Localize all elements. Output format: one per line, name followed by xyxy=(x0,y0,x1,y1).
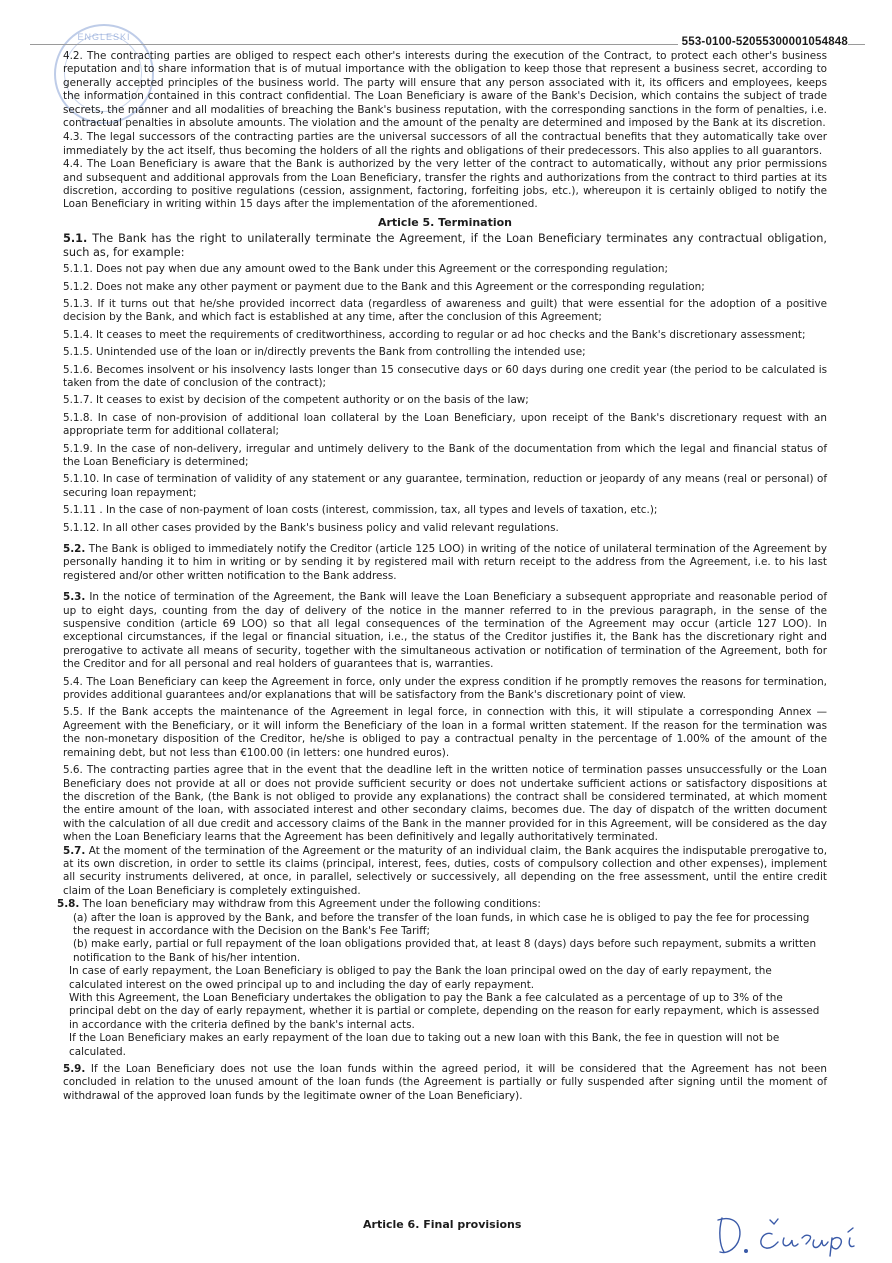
clause-5-7 xyxy=(63,845,827,899)
article-6-heading: Article 6. Final provisions xyxy=(363,1218,522,1231)
clause-4-4: 4.4. The Loan Beneficiary is aware that the Bank is authorized by the very letter of the contract to automatically, without any prior permissions and subsequent and additional approvals from the Loan Beneficiary, transfer the rights and authorizations from the contract to third parties at its discretion, according to positive regulations (cession, assignment, factoring, forfeiting jobs, etc.), whereupon it is certainly obliged to notify the Loan Beneficiary in writing within 15 days after the implementation of the aforementioned. xyxy=(63,158,827,211)
clause-5-4: 5.4. The Loan Beneficiary can keep the Agreement in force, only under the express condition if he promptly removes the reasons for termination, provides additional guarantees and/or explanations that will be satisfactory from the Bank's discretionary point of view. xyxy=(63,675,827,702)
list-item: 5.1.2. Does not make any other payment or payment due to the Bank and this Agreement or the corresponding regulation; xyxy=(63,280,705,293)
clause-5-9 xyxy=(63,1063,827,1103)
list-item: 5.1.6. Becomes insolvent or his insolvency lasts longer than 15 consecutive days or 60 days during one credit year (the period to be calculated is taken from the date of conclusion of the contract); xyxy=(63,363,827,389)
list-item: 5.1.10. In case of termination of validity of any statement or any guarantee, termination, reduction or jeopardy of any means (real or personal) of securing loan repayment; xyxy=(63,473,827,499)
list-item: 5.1.9. In the case of non-delivery, irregular and untimely delivery to the Bank of the documentation from which the legal and financial status of the Loan Beneficiary is determined; xyxy=(63,442,827,468)
document-number: 553-0100-52055300001054848 xyxy=(678,36,848,48)
clause-5-8-a: (a) after the loan is approved by the Bank, and before the transfer of the loan funds, in which case he is obliged to pay the fee for processing the request in accordance with the Decision on the Bank's Fee Tariff; xyxy=(73,911,810,937)
article-5-heading: Article 5. Termination xyxy=(377,215,513,229)
clause-5-5: 5.5. If the Bank accepts the maintenance of the Agreement in legal force, in connection with this, it will stipulate a corresponding Annex — Agreement with the Beneficiary, or it will inform the Beneficiary of the loan in a formal written statement. If the reason for the termination was the non-monetary disposition of the Creditor, he/she is obliged to pay a contractual penalty in the percentage of 1.00% of the amount of the remaining debt, but not less than €100.00 (in letters: one hundred euros). xyxy=(63,706,827,759)
list-item: 5.1.5. Unintended use of the loan or in/directly prevents the Bank from controlling the intended use; xyxy=(63,346,586,359)
clause-4-2: 4.2. The contracting parties are obliged to respect each other's interests during the execution of the Contract, to protect each other's business reputation and to share information that is of mutual importance with the obligation to keep those that represent a business secret, according to generally accepted principles of the business world. The party will ensure that any person associated with it, its officers and employees, keeps the information contained in this contract confidential. The Loan Beneficiary is aware of the Bank's Decision, which contains the subject of trade secrets, the manner and all modalities of breaching the Bank's business reputation, with the corresponding sanctions in the form of penalties, i.e. contractual penalties in absolute amounts. The violation and the amount of the penalty are determined and imposed by the Bank at its discretion. xyxy=(63,50,827,130)
clause-5-1-number: 5.1. xyxy=(63,232,88,246)
signature-strokes xyxy=(718,1218,854,1256)
clause-5-7-text: At the moment of the termination of the Agreement or the maturity of an individual claim, the Bank acquires the indisputable prerogative to, at its own discretion, in order to settle its claims (principal, interest, fees, duties, costs of compulsory collection and other expenses), implement all security instruments delivered, at once, in parallel, selectively or successively, all depending on the free assessment, until the entire credit claim of the Loan Beneficiary is completely extinguished. xyxy=(63,844,827,897)
clause-5-6: 5.6. The contracting parties agree that in the event that the deadline left in the written notice of termination passes unsuccessfully or the Loan Beneficiary does not provide at all or does not provide sufficient security or does not undertake sufficient actions or satisfactory dispositions at the discretion of the Bank, (the Bank is not obliged to provide any explanations) the contract shall be considered terminated, at which moment the entire amount of the loan, with associated interest and other secondary claims, becomes due. The day of dispatch of the written document with the calculation of all due credit and accessory claims of the Bank in the manner provided for in this Agreement, will be considered as the day when the Loan Beneficiary learns that the Agreement has been definitively and legally authoritatively terminated. xyxy=(63,764,827,844)
clause-4-3: 4.3. The legal successors of the contracting parties are the universal successors of all the contractual benefits that they automatically take over immediately by the act itself, thus becoming the holders of all the rights and obligations of their predecessors. This also applies to all guarantors. xyxy=(63,131,827,157)
list-item: 5.1.4. It ceases to meet the requirements of creditworthiness, according to regular or ad hoc checks and the Bank's discretionary assessment; xyxy=(63,328,806,341)
clause-5-8-c: In case of early repayment, the Loan Beneficiary is obliged to pay the Bank the loan principal owed on the day of early repayment, the calculated interest on the owed principal up to and including the day of early repayment. xyxy=(69,965,772,991)
list-item: 5.1.8. In case of non-provision of additional loan collateral by the Loan Beneficiary, upon receipt of the Bank's discretionary request with an appropriate term for additional collateral; xyxy=(63,411,827,438)
list-item: 5.1.11 . In the case of non-payment of loan costs (interest, commission, tax, all types and levels of taxation, etc.); xyxy=(63,504,658,517)
clause-5-8-d: With this Agreement, the Loan Beneficiary undertakes the obligation to pay the Bank a fee calculated as a percentage of up to 3% of the principal debt on the day of early repayment, whether it is partial or complete, depending on the reason for early repayment, which is assessed in accordance with the criteria defined by the bank's internal acts. xyxy=(69,992,820,1031)
document-body xyxy=(57,50,827,1103)
list-item: 5.1.3. If it turns out that he/she provided incorrect data (regardless of awareness and guilt) that were essential for the adoption of a positive decision by the Bank, and which fact is established at any time, after the conclusion of this Agreement; xyxy=(63,297,827,324)
clause-5-2-text: The Bank is obliged to immediately notify the Creditor (article 125 LOO) in writing of the notice of unilateral termination of the Agreement by personally handing it to him in writing or by sending it by registered mail with return receipt to the address from the Agreement, i.e. to his last registered and/or other written notification to the Bank address. xyxy=(63,543,827,582)
clause-5-2-number: 5.2. xyxy=(63,543,86,555)
clause-5-3 xyxy=(63,591,827,671)
clause-5-7-number: 5.7. xyxy=(63,844,86,857)
clause-5-8-text: The loan beneficiary may withdraw from this Agreement under the following conditions: xyxy=(79,898,541,911)
clause-5-8-b: (b) make early, partial or full repayment of the loan obligations provided that, at least 8 (days) days before such repayment, submits a written notification to the Bank of his/her intention. xyxy=(73,938,817,964)
clause-5-1-text: The Bank has the right to unilaterally terminate the Agreement, if the Loan Beneficiary terminates any contractual obligation, such as, for example: xyxy=(63,232,827,259)
clause-5-1 xyxy=(63,232,827,259)
clause-5-3-number: 5.3. xyxy=(63,591,86,604)
clause-5-8 xyxy=(57,898,827,911)
list-item: 5.1.7. It ceases to exist by decision of the competent authority or on the basis of the law; xyxy=(63,394,529,407)
stamp-text: ENGLESKI xyxy=(77,32,131,42)
clause-5-2 xyxy=(63,543,827,583)
signature-image xyxy=(708,1208,868,1258)
clause-5-9-number: 5.9. xyxy=(63,1063,86,1076)
clause-5-3-text: In the notice of termination of the Agreement, the Bank will leave the Loan Beneficiary a subsequent appropriate and reasonable period of up to eight days, counting from the day of delivery of the notice in the manner referred to in the previous paragraph, in the sense of the suspensive condition (article 69 LOO) so that all legal consequences of the termination of the Agreement may occur (article 127 LOO). In exceptional circumstances, if the legal or financial situation, i.e., the status of the Creditor justifies it, the Bank has the discretionary right and prerogative to activate all means of security, together with the simultaneous activation or notification of termination of the Agreement, both for the Creditor and for all personal and real holders of guarantees that is, warranties. xyxy=(63,591,827,671)
clause-5-9-text: If the Loan Beneficiary does not use the loan funds within the agreed period, it will be considered that the Agreement has not been concluded in relation to the unused amount of the loan funds (the Agreement is partially or fully suspended after signing until the moment of withdrawal of the approved loan funds by the legitimate owner of the Loan Beneficiary). xyxy=(63,1063,827,1102)
clause-5-8-number: 5.8. xyxy=(57,898,80,911)
clause-5-8-e: If the Loan Beneficiary makes an early repayment of the loan due to taking out a new loan with this Bank, the fee in question will not be calculated. xyxy=(69,1032,780,1058)
list-item: 5.1.1. Does not pay when due any amount owed to the Bank under this Agreement or the corresponding regulation; xyxy=(63,263,669,276)
list-item: 5.1.12. In all other cases provided by the Bank's business policy and valid relevant regulations. xyxy=(63,521,559,534)
